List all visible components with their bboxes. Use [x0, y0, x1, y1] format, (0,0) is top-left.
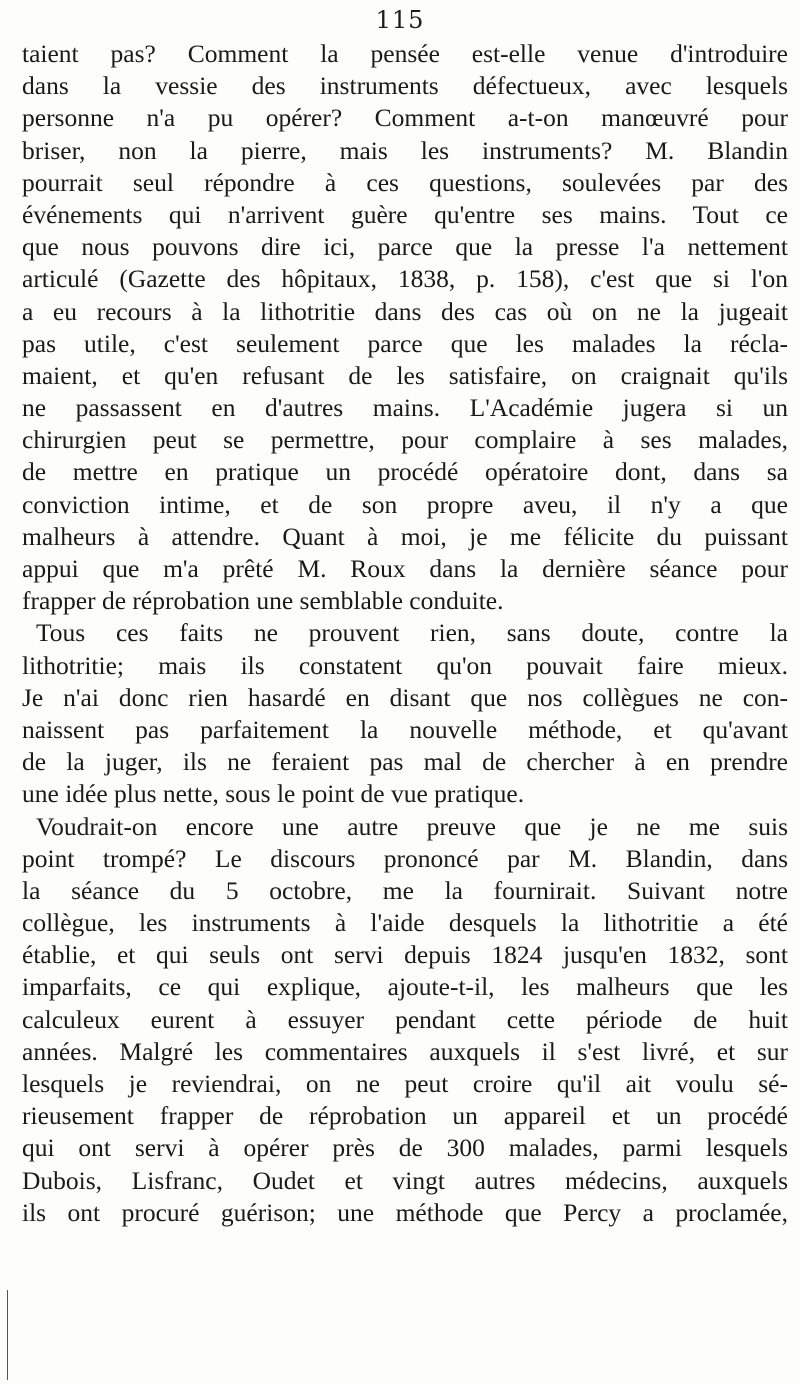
text-line: maient, et qu'en refusant de les satisfaire, on craignait qu'ils — [22, 360, 788, 390]
text-line: calculeux eurent à essuyer pendant cette période de huit — [22, 1004, 788, 1034]
text-line: collègue, les instruments à l'aide desquels la lithotritie a été — [22, 908, 788, 938]
text-line: ils ont procuré guérison; une méthode que Percy a proclamée, — [22, 1197, 788, 1227]
text-line: établie, et qui seuls ont servi depuis 1824 jusqu'en 1832, sont — [22, 940, 788, 970]
page-number: 115 — [375, 6, 425, 34]
text-line: pourrait seul répondre à ces questions, soulevées par des — [22, 167, 788, 197]
text-line: Je n'ai donc rien hasardé en disant que nos collègues ne con- — [22, 682, 788, 712]
text-line: chirurgien peut se permettre, pour complaire à ses malades, — [22, 425, 788, 455]
text-line: personne n'a pu opérer? Comment a-t-on manœuvré pour — [22, 103, 788, 133]
text-line: Voudrait-on encore une autre preuve que je ne me suis — [36, 811, 788, 841]
text-line: Tous ces faits ne prouvent rien, sans doute, contre la — [36, 618, 788, 648]
text-line: a eu recours à la lithotritie dans des cas où on ne la jugeait — [22, 296, 788, 326]
text-line: lithotritie; mais ils constatent qu'on pouvait faire mieux. — [22, 650, 788, 680]
text-line: taient pas? Comment la pensée est-elle venue d'introduire — [22, 39, 788, 68]
page-edge-mark — [7, 1290, 8, 1380]
text-line: conviction intime, et de son propre aveu, il n'y a que — [22, 489, 788, 519]
text-line: appui que m'a prêté M. Roux dans la dernière séance pour — [22, 554, 788, 583]
text-line: point trompé? Le discours prononcé par M. Blandin, dans — [22, 843, 788, 873]
text-line: une idée plus nette, sous le point de vue pratique. — [22, 779, 525, 809]
body-text — [22, 38, 788, 1229]
text-line: frapper de réprobation une semblable conduite. — [22, 586, 504, 616]
text-line: lesquels je reviendrai, on ne peut croire qu'il ait voulu sé- — [22, 1069, 788, 1098]
text-line: dans la vessie des instruments défectueux, avec lesquels — [22, 71, 788, 101]
text-line: années. Malgré les commentaires auxquels il s'est livré, et sur — [22, 1036, 788, 1066]
text-line: Dubois, Lisfranc, Oudet et vingt autres médecins, auxquels — [22, 1165, 788, 1195]
text-line: malheurs à attendre. Quant à moi, je me félicite du puissant — [22, 521, 788, 551]
text-line: briser, non la pierre, mais les instruments? M. Blandin — [22, 135, 788, 165]
text-line: que nous pouvons dire ici, parce que la presse l'a nettement — [22, 232, 788, 262]
text-line: articulé (Gazette des hôpitaux, 1838, p. 158), c'est que si l'on — [22, 264, 788, 294]
text-line: pas utile, c'est seulement parce que les malades la récla- — [22, 328, 788, 358]
text-line: naissent pas parfaitement la nouvelle méthode, et qu'avant — [22, 714, 788, 744]
text-line: événements qui n'arrivent guère qu'entre ses mains. Tout ce — [22, 199, 788, 229]
text-line: ne passassent en d'autres mains. L'Académie jugera si un — [22, 393, 788, 423]
text-line: de la juger, ils ne feraient pas mal de chercher à en prendre — [22, 747, 788, 777]
text-line: de mettre en pratique un procédé opératoire dont, dans sa — [22, 457, 788, 487]
text-line: qui ont servi à opérer près de 300 malades, parmi lesquels — [22, 1133, 788, 1163]
text-line: imparfaits, ce qui explique, ajoute-t-il, les malheurs que les — [22, 972, 788, 1002]
text-line: la séance du 5 octobre, me la fournirait. Suivant notre — [22, 875, 788, 905]
text-line: rieusement frapper de réprobation un appareil et un procédé — [22, 1101, 788, 1131]
